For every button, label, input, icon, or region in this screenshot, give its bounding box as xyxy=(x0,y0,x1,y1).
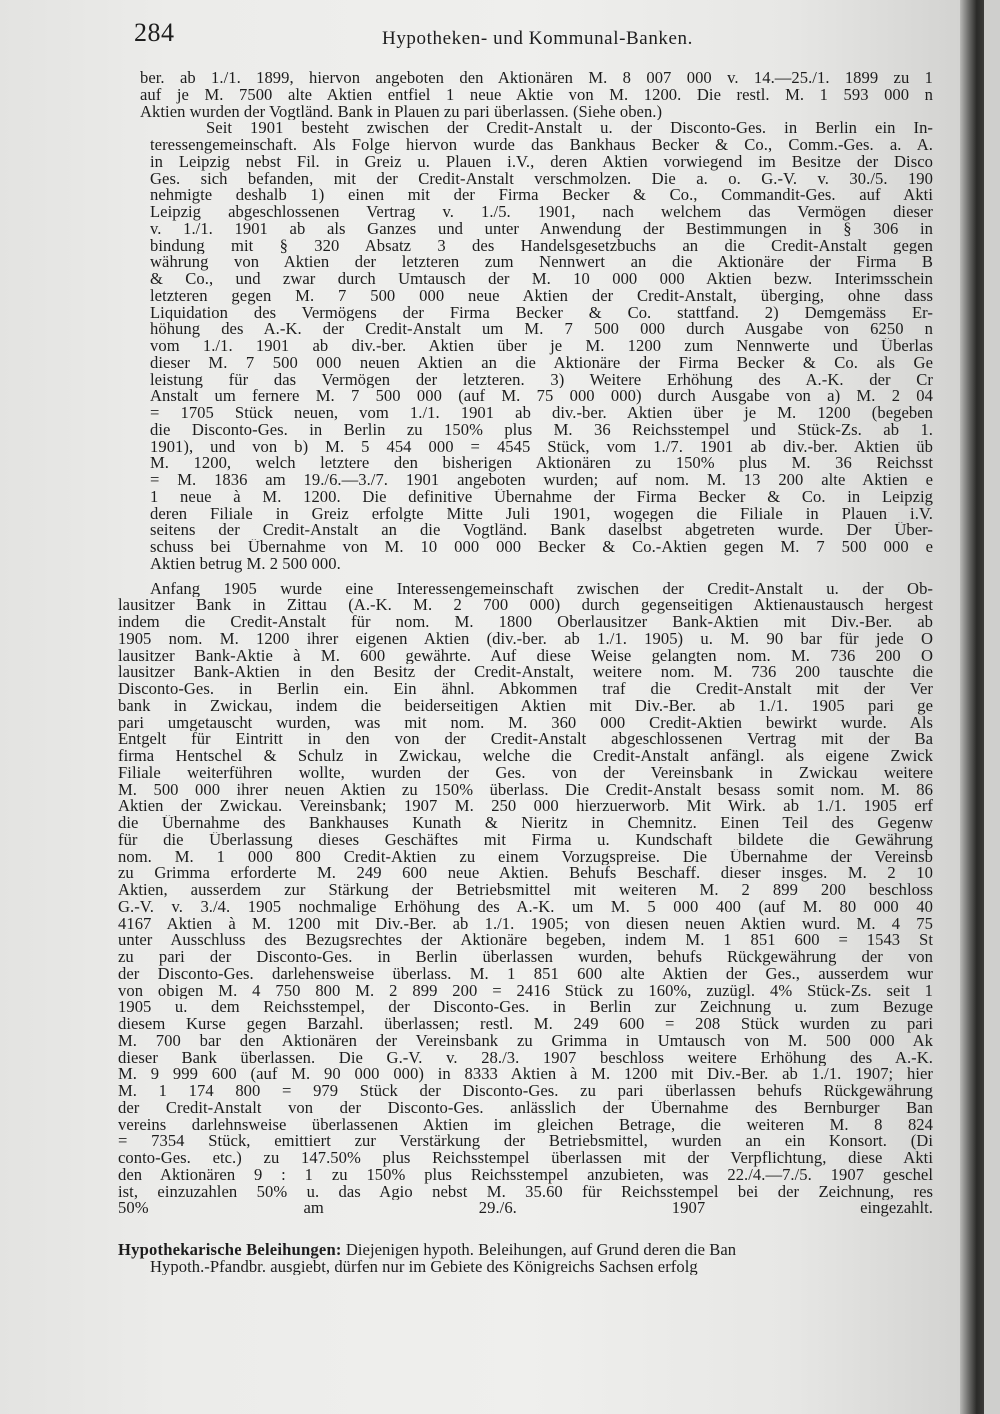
text-line: deren Filiale in Greiz erfolgte Mitte Juli 1901, wogegen die Filiale in Plauen i.V. xyxy=(150,505,933,523)
text-line: letzteren gegen M. 7 500 000 neue Aktien der Credit-Anstalt, überging, ohne dass xyxy=(150,287,933,305)
section-lead-text: Diejenigen hypoth. Beleihungen, auf Grund deren die Ban xyxy=(341,1241,737,1259)
text-line: dieser Bank überlassen. Die G.-V. v. 28./3. 1907 beschloss weitere Erhöhung des A.-K. xyxy=(118,1049,933,1067)
text-line: der Disconto-Ges. darlehensweise überlass. M. 1 851 600 alte Aktien der Ges., ausserdem wur xyxy=(118,965,933,983)
text-line: M. 1 174 800 = 979 Stück der Disconto-Ges. zu pari überlassen behufs Rückgewährung xyxy=(118,1083,933,1100)
text-line: M. 1200, welch letztere den bisherigen Aktionären zu 150% plus M. 36 Reichsst xyxy=(150,455,933,472)
text-line: Aktien betrug M. 2 500 000. xyxy=(150,555,341,573)
text-line: ber. ab 1./1. 1899, hiervon angeboten den Aktionären M. 8 007 000 v. 14.—25./1. 1899 zu 1 xyxy=(140,70,933,87)
text-line: Aktien, ausserdem zur Stärkung der Betriebsmittel mit weiteren M. 2 899 200 beschloss xyxy=(118,882,933,899)
text-line: 50% am 29./6. 1907 eingezahlt. xyxy=(118,1200,933,1217)
text-line: 1 neue à M. 1200. Die definitive Übernahme der Firma Becker & Co. in Leipzig xyxy=(150,488,933,506)
text-line: Seit 1901 besteht zwischen der Credit-Anstalt u. der Disconto-Ges. in Berlin ein In- xyxy=(206,120,933,137)
text-line: Liquidation des Vermögens der Firma Becker & Co. stattfand. 2) Demgemäss Er- xyxy=(150,304,933,322)
text-line: pari umgetauscht wurden, was mit nom. M. 360 000 Credit-Aktien bewirkt wurde. Als xyxy=(118,714,933,732)
text-line: = 7354 Stück, emittiert zur Verstärkung der Betriebsmittel, wurden an ein Konsort. (Di xyxy=(118,1133,933,1150)
text-line: 1905 nom. M. 1200 ihrer eigenen Aktien (div.-ber. ab 1./1. 1905) u. M. 90 bar für jede O xyxy=(118,630,933,648)
body-text xyxy=(118,70,933,1405)
text-line: in Leipzig nebst Fil. in Greiz u. Plauen i.V., deren Aktien vorwiegend im Besitze der Disco xyxy=(150,153,933,171)
text-line: lausitzer Bank in Zittau (A.-K. M. 2 700 000) durch gegenseitigen Aktienaustausch hergest xyxy=(118,597,933,614)
text-line: die Übernahme des Bankhauses Kunath & Nieritz in Chemnitz. Einen Teil des Gegenw xyxy=(118,815,933,832)
text-line: der Credit-Anstalt von der Disconto-Ges. anlässlich der Übernahme des Bernburger Ban xyxy=(118,1099,933,1117)
text-line: bank in Zwickau, indem die beiderseitigen Aktien mit Div.-Ber. ab 1./1. 1905 pari ge xyxy=(118,697,933,715)
running-title: Hypotheken- und Kommunal-Banken. xyxy=(382,28,693,49)
text-line: Aktien wurden der Vogtländ. Bank in Plauen zu pari überlassen. (Siehe oben.) xyxy=(140,103,663,121)
book-gutter xyxy=(960,0,984,1414)
text-line: ist, einzuzahlen 50% u. das Agio nebst M. 35.60 für Reichsstempel bei der Zeichnung, res xyxy=(118,1183,933,1201)
text-line: dieser M. 7 500 000 neuen Aktien an die Aktionäre der Firma Becker & Co. als Ge xyxy=(150,354,933,372)
text-line: für die Überlassung dieses Geschäftes mit Firma u. Kundschaft bildete die Gewährung xyxy=(118,831,933,849)
text-line: 1901), und von b) M. 5 454 000 = 4545 Stück, vom 1./7. 1901 ab div.-ber. Aktien üb xyxy=(150,438,933,456)
text-line: von obigen M. 4 750 800 M. 2 899 200 = 2416 Stück zu 160%, zuzügl. 4% Stück-Zs. seit 1 xyxy=(118,982,933,1000)
final-paragraph-line xyxy=(118,1242,933,1259)
text-line: währung von Aktien der letzteren zum Nennwert an die Aktionäre der Firma B xyxy=(150,254,933,271)
text-line: höhung des A.-K. der Credit-Anstalt um M. 7 500 000 durch Ausgabe von 6250 n xyxy=(150,321,933,338)
text-line: vom 1./1. 1901 ab div.-ber. Aktien über je M. 1200 zum Nennwerte und Überlas xyxy=(150,338,933,355)
text-line: conto-Ges. etc.) zu 147.50% plus Reichsstempel überlassen mit der Verpflichtung, diese Akti xyxy=(118,1150,933,1167)
text-line: M. 500 000 ihrer neuen Aktien zu 150% überlass. Die Credit-Anstalt besass somit nom. M. 86 xyxy=(118,781,933,799)
text-line: M. 700 bar den Aktionären der Vereinsbank zu Grimma in Umtausch von M. 500 000 Ak xyxy=(118,1032,933,1050)
text-line: bindung mit § 320 Absatz 3 des Handelsgesetzbuchs an die Credit-Anstalt gegen xyxy=(150,237,933,255)
text-line: firma Hentschel & Schulz in Zwickau, welche die Credit-Anstalt anfängl. als eigene Zwick xyxy=(118,748,933,765)
text-line: M. 9 999 600 (auf M. 90 000 000) in 8333 Aktien à M. 1200 mit Div.-Ber. ab 1./1. 1907; hier xyxy=(118,1066,933,1083)
text-line: die Disconto-Ges. in Berlin zu 150% plus M. 36 Reichsstempel und Stück-Zs. ab 1. xyxy=(150,421,933,439)
text-line: Aktien der Zwickau. Vereinsbank; 1907 M. 250 000 hierzuerworb. Mit Wirk. ab 1./1. 1905 erf xyxy=(118,798,933,815)
text-line: Hypoth.-Pfandbr. ausgiebt, dürfen nur im Gebiete des Königreichs Sachsen erfolg xyxy=(150,1258,698,1276)
text-line: = M. 1836 am 19./6.—3./7. 1901 angeboten wurden; auf nom. M. 13 200 alte Aktien e xyxy=(150,472,933,489)
text-line: zu pari der Disconto-Ges. in Berlin überlassen wurden, behufs Rückgewährung der von xyxy=(118,949,933,966)
text-line: Ges. sich befanden, mit der Credit-Anstalt verschmolzen. Die a. o. G.-V. v. 30./5. 190 xyxy=(150,170,933,188)
text-line: zu Grimma erforderte M. 249 600 neue Aktien. Behufs Beschaff. dieser insges. M. 2 10 xyxy=(118,865,933,882)
text-line: G.-V. v. 3./4. 1905 nochmalige Erhöhung des A.-K. um M. 5 000 400 (auf M. 80 000 40 xyxy=(118,898,933,916)
text-line: lausitzer Bank-Aktien in den Besitz der Credit-Anstalt, weitere nom. M. 736 200 tauschte die xyxy=(118,664,933,681)
text-line: v. 1./1. 1901 ab als Ganzes und unter Anwendung der Bestimmungen in § 306 in xyxy=(150,220,933,238)
text-line: Anstalt um fernere M. 7 500 000 (auf M. 75 000 000) durch Ausgabe von a) M. 2 04 xyxy=(150,388,933,405)
text-line: = 1705 Stück neuen, vom 1./1. 1901 ab div.-ber. Aktien über je M. 1200 (begeben xyxy=(150,405,933,422)
text-line: indem die Credit-Anstalt für nom. M. 1800 Oberlausitzer Bank-Aktien mit Div.-Ber. ab xyxy=(118,614,933,631)
text-line: lausitzer Bank-Aktie à M. 600 gewährte. Auf diese Weise gelangten nom. M. 736 200 O xyxy=(118,647,933,665)
text-line: & Co., und zwar durch Umtausch der M. 10 000 000 Aktien bezw. Interimsschein xyxy=(150,271,933,288)
text-line: seitens der Credit-Anstalt an die Vogtländ. Bank daselbst abgetreten wurde. Der Über- xyxy=(150,522,933,539)
text-line: Entgelt für Eintritt in den von der Credit-Anstalt abgeschlossenen Vertrag mit der Ba xyxy=(118,731,933,748)
text-line: den Aktionären 9 : 1 zu 150% plus Reichsstempel anzubieten, was 22./4.—7./5. 1907 geschel xyxy=(118,1166,933,1184)
text-line: Leipzig abgeschlossenen Vertrag v. 1./5. 1901, nach welchem das Vermögen dieser xyxy=(150,204,933,221)
text-line: 4167 Aktien à M. 1200 mit Div.-Ber. ab 1./1. 1905; von diesen neuen Aktien wurd. M. 4 75 xyxy=(118,915,933,933)
text-line: schuss bei Übernahme von M. 10 000 000 Becker & Co.-Aktien gegen M. 7 500 000 e xyxy=(150,539,933,556)
text-line: unter Ausschluss des Bezugsrechtes der Aktionäre begeben, indem M. 1 851 600 = 1543 St xyxy=(118,932,933,949)
text-line: vereins darlehnsweise überlassenen Aktien im gleichen Betrage, die weiteren M. 8 824 xyxy=(118,1116,933,1134)
text-line: teressengemeinschaft. Als Folge hiervon wurde das Bankhaus Becker & Co., Comm.-Ges. a. A. xyxy=(150,137,933,154)
text-line: nom. M. 1 000 800 Credit-Aktien zu einem Vorzugspreise. Die Übernahme der Vereinsb xyxy=(118,848,933,866)
facing-page-edge xyxy=(984,0,1000,1414)
page-number: 284 xyxy=(134,18,175,47)
text-line: auf je M. 7500 alte Aktien entfiel 1 neue Aktie von M. 1200. Die restl. M. 1 593 000 n xyxy=(140,86,933,104)
text-line: Filiale weiterführen wollte, wurden der Ges. von der Vereinsbank in Zwickau weitere xyxy=(118,764,933,782)
text-line: nehmigte deshalb 1) einen mit der Firma Becker & Co., Commandit-Ges. auf Akti xyxy=(150,187,933,204)
text-line: 1905 u. dem Reichsstempel, der Disconto-Ges. in Berlin zur Zeichnung u. zum Bezuge xyxy=(118,999,933,1016)
section-lead: Hypothekarische Beleihungen: xyxy=(118,1241,342,1259)
text-line: diesem Kurse gegen Barzahl. überlassen; restl. M. 249 600 = 208 Stück wurden zu pari xyxy=(118,1016,933,1033)
text-line: Anfang 1905 wurde eine Interessengemeinschaft zwischen der Credit-Anstalt u. der Ob- xyxy=(150,580,933,598)
page-header xyxy=(134,18,934,54)
text-line: leistung für das Vermögen der letzteren. 3) Weitere Erhöhung des A.-K. der Cr xyxy=(150,371,933,389)
text-line: Disconto-Ges. in Berlin ein. Ein ähnl. Abkommen traf die Credit-Anstalt mit der Ver xyxy=(118,681,933,698)
text-line xyxy=(118,1217,933,1234)
